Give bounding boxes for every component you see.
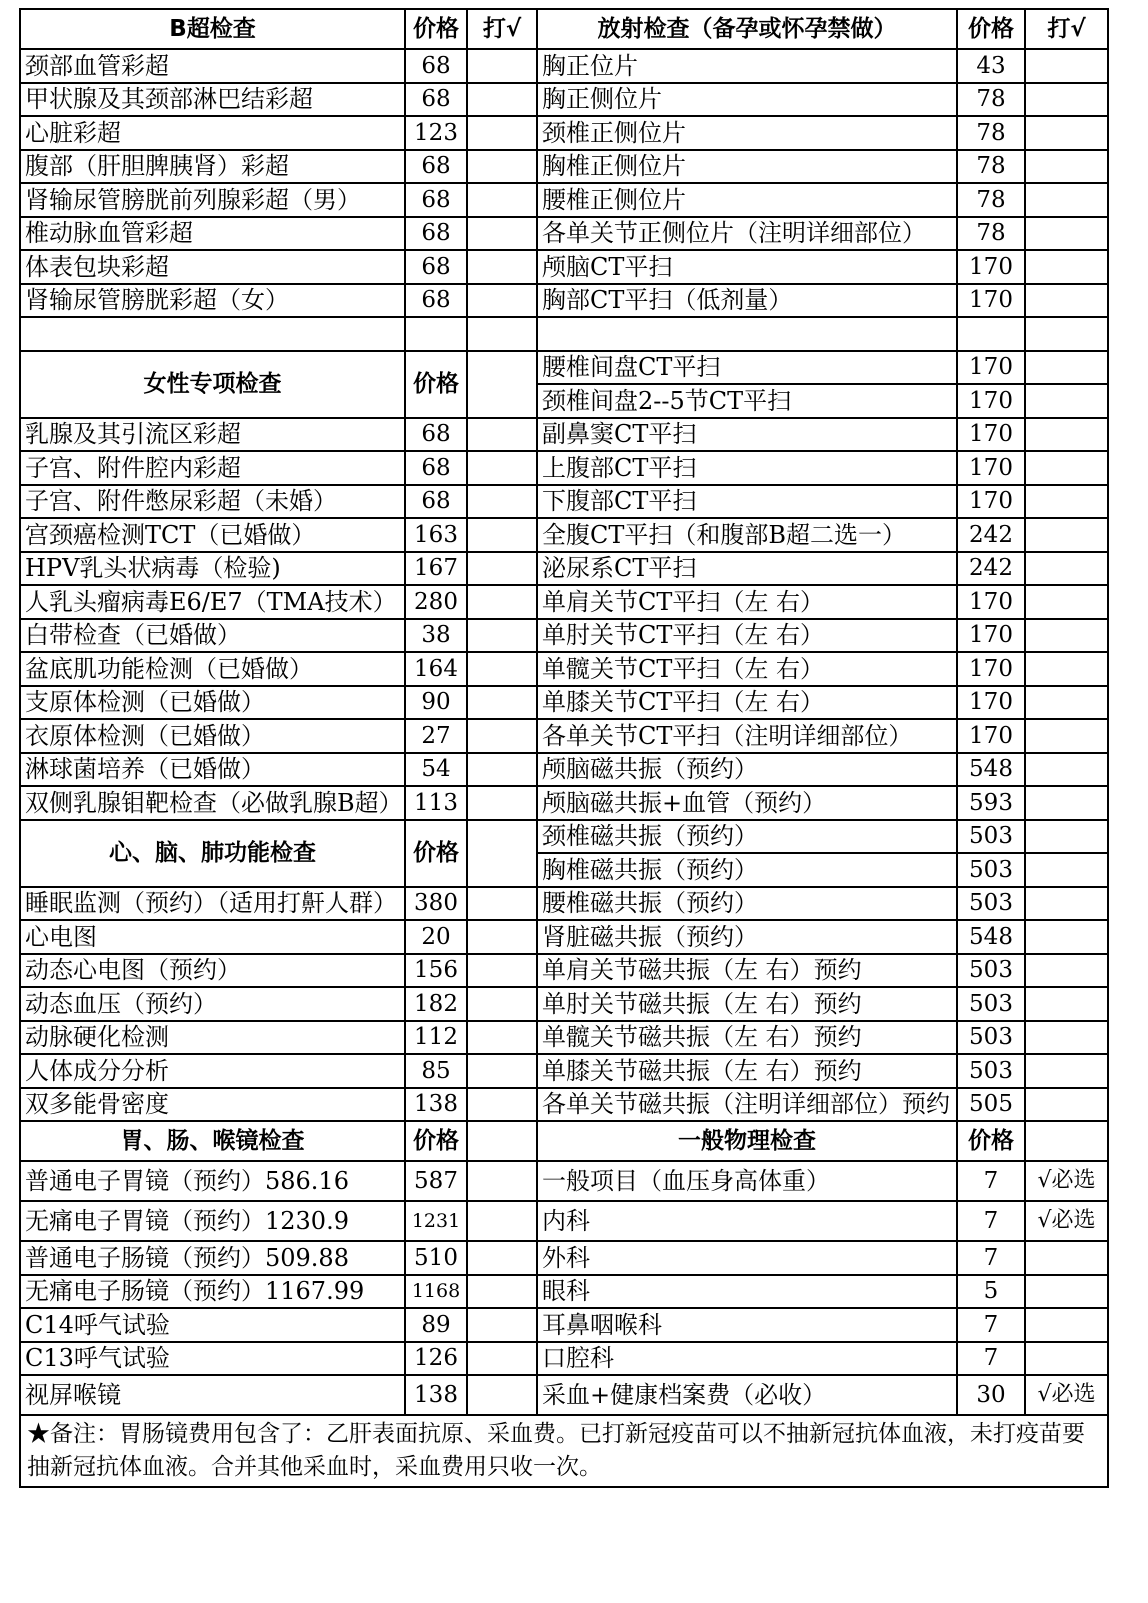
check-box[interactable] xyxy=(1025,954,1108,988)
price-header: 价格 xyxy=(405,1121,467,1161)
check-box[interactable] xyxy=(467,183,537,217)
table-row xyxy=(20,49,1108,83)
check-box[interactable] xyxy=(1025,1021,1108,1055)
check-box[interactable] xyxy=(467,619,537,653)
exam-item-price: 68 xyxy=(405,83,467,117)
table-row xyxy=(20,786,1108,820)
exam-item-name: 上腹部CT平扫 xyxy=(537,451,957,485)
exam-item-price: 503 xyxy=(957,853,1025,887)
exam-item-name: 动态心电图（预约） xyxy=(20,954,405,988)
exam-item-name: 颅脑磁共振（预约） xyxy=(537,753,957,787)
table-row xyxy=(20,150,1108,184)
exam-item-price: 170 xyxy=(957,351,1025,385)
exam-item-price: 113 xyxy=(405,786,467,820)
exam-item-name: 白带检查（已婚做） xyxy=(20,619,405,653)
exam-item-name: 肾脏磁共振（预约） xyxy=(537,920,957,954)
table-row xyxy=(20,1415,1108,1487)
exam-item-name: 子宫、附件憋尿彩超（未婚） xyxy=(20,485,405,519)
check-box[interactable] xyxy=(1025,786,1108,820)
check-box[interactable] xyxy=(467,418,537,452)
exam-item-name: 单肘关节磁共振（左 右）预约 xyxy=(537,987,957,1021)
exam-item-name: 胸部CT平扫（低剂量） xyxy=(537,284,957,318)
exam-item-name: 睡眠监测（预约）（适用打鼾人群） xyxy=(20,887,405,921)
table-row xyxy=(20,987,1108,1021)
exam-item-name: 胸正位片 xyxy=(537,49,957,83)
check-box[interactable] xyxy=(467,786,537,820)
table-row xyxy=(20,1054,1108,1088)
check-box[interactable] xyxy=(467,1201,537,1241)
exam-item-name: 各单关节磁共振（注明详细部位）预约 xyxy=(537,1088,957,1122)
check-box[interactable] xyxy=(467,820,537,887)
exam-item-price: 78 xyxy=(957,217,1025,251)
section-title: 女性专项检查 xyxy=(20,351,405,418)
exam-item-name: 颈椎磁共振（预约） xyxy=(537,820,957,854)
check-box[interactable] xyxy=(467,1054,537,1088)
check-box[interactable] xyxy=(467,284,537,318)
section-title: 一般物理检查 xyxy=(537,1121,957,1161)
exam-item-name: C13呼气试验 xyxy=(20,1342,405,1376)
exam-item-name: 体表包块彩超 xyxy=(20,250,405,284)
exam-item-price: 170 xyxy=(957,418,1025,452)
check-box[interactable] xyxy=(467,920,537,954)
table-row xyxy=(20,1241,1108,1275)
exam-item-name: 人乳头瘤病毒E6/E7（TMA技术） xyxy=(20,585,405,619)
exam-item-name: 双多能骨密度 xyxy=(20,1088,405,1122)
table-row xyxy=(20,1308,1108,1342)
check-header: 打√ xyxy=(467,9,537,49)
check-box[interactable] xyxy=(467,954,537,988)
check-box[interactable] xyxy=(1025,83,1108,117)
check-box[interactable] xyxy=(467,652,537,686)
exam-item-name: 心脏彩超 xyxy=(20,116,405,150)
exam-item-name: 宫颈癌检测TCT（已婚做） xyxy=(20,518,405,552)
exam-item-price: 1168 xyxy=(405,1275,467,1309)
exam-item-name: 全腹CT平扫（和腹部B超二选一） xyxy=(537,518,957,552)
check-box[interactable] xyxy=(467,753,537,787)
exam-item-name: 普通电子胃镜（预约）586.16 xyxy=(20,1161,405,1201)
exam-item-name: 眼科 xyxy=(537,1275,957,1309)
exam-item-price: 78 xyxy=(957,83,1025,117)
check-box[interactable] xyxy=(467,451,537,485)
check-box[interactable] xyxy=(1025,753,1108,787)
check-box[interactable] xyxy=(1025,1088,1108,1122)
exam-item-price: 170 xyxy=(957,686,1025,720)
exam-item-price: 164 xyxy=(405,652,467,686)
exam-item-price: 68 xyxy=(405,418,467,452)
check-box[interactable] xyxy=(1025,1275,1108,1309)
exam-item-name: 人体成分分析 xyxy=(20,1054,405,1088)
exam-item-name: 口腔科 xyxy=(537,1342,957,1376)
exam-item-price: 126 xyxy=(405,1342,467,1376)
exam-item-name: 胸正侧位片 xyxy=(537,83,957,117)
exam-item-name: 心电图 xyxy=(20,920,405,954)
check-box[interactable] xyxy=(1025,284,1108,318)
empty-cell xyxy=(1025,317,1108,351)
check-box[interactable] xyxy=(467,719,537,753)
table-row xyxy=(20,1161,1108,1201)
check-box[interactable] xyxy=(467,686,537,720)
table-row xyxy=(20,418,1108,452)
check-box[interactable] xyxy=(467,485,537,519)
exam-item-price: 7 xyxy=(957,1342,1025,1376)
exam-item-price: 380 xyxy=(405,887,467,921)
remarks-note: ★备注：胃肠镜费用包含了：乙肝表面抗原、采血费。已打新冠疫苗可以不抽新冠抗体血液，未打疫苗要抽新冠抗体血液。合并其他采血时，采血费用只收一次。 xyxy=(20,1415,1108,1487)
table-row xyxy=(20,753,1108,787)
check-box[interactable] xyxy=(467,1375,537,1415)
price-header: 价格 xyxy=(405,351,467,418)
exam-item-price: 163 xyxy=(405,518,467,552)
check-box[interactable] xyxy=(467,83,537,117)
exam-item-name: C14呼气试验 xyxy=(20,1308,405,1342)
exam-item-price: 548 xyxy=(957,920,1025,954)
table-row xyxy=(20,317,1108,351)
exam-item-name: 胸椎正侧位片 xyxy=(537,150,957,184)
exam-item-price: 242 xyxy=(957,552,1025,586)
exam-item-price: 170 xyxy=(957,585,1025,619)
check-box[interactable] xyxy=(467,351,537,418)
check-box[interactable] xyxy=(1025,1308,1108,1342)
check-box[interactable] xyxy=(1025,887,1108,921)
exam-item-name: 腰椎磁共振（预约） xyxy=(537,887,957,921)
exam-item-name: 盆底肌功能检测（已婚做） xyxy=(20,652,405,686)
section-title: 心、脑、肺功能检查 xyxy=(20,820,405,887)
exam-item-price: 54 xyxy=(405,753,467,787)
exam-item-price: 167 xyxy=(405,552,467,586)
exam-item-price: 7 xyxy=(957,1308,1025,1342)
check-box[interactable] xyxy=(1025,351,1108,385)
check-box[interactable] xyxy=(467,987,537,1021)
check-box[interactable] xyxy=(467,1161,537,1201)
table-row xyxy=(20,250,1108,284)
exam-item-price: 280 xyxy=(405,585,467,619)
table-row xyxy=(20,1375,1108,1415)
exam-item-name: 视屏喉镜 xyxy=(20,1375,405,1415)
check-box[interactable] xyxy=(467,585,537,619)
check-box[interactable] xyxy=(1025,49,1108,83)
exam-item-price: 68 xyxy=(405,183,467,217)
exam-item-name: 单肘关节CT平扫（左 右） xyxy=(537,619,957,653)
empty-cell xyxy=(405,317,467,351)
price-header: 价格 xyxy=(405,820,467,887)
table-row xyxy=(20,1121,1108,1161)
price-header: 价格 xyxy=(405,9,467,49)
exam-item-price: 20 xyxy=(405,920,467,954)
check-box[interactable] xyxy=(1025,820,1108,854)
exam-item-price: 170 xyxy=(957,485,1025,519)
table-row xyxy=(20,1088,1108,1122)
exam-item-price: 5 xyxy=(957,1275,1025,1309)
exam-item-price: 112 xyxy=(405,1021,467,1055)
section-title: 放射检查（备孕或怀孕禁做） xyxy=(537,9,957,49)
check-box[interactable] xyxy=(1025,1241,1108,1275)
exam-item-name: 腹部（肝胆脾胰肾）彩超 xyxy=(20,150,405,184)
table-row xyxy=(20,217,1108,251)
exam-item-name: 各单关节CT平扫（注明详细部位） xyxy=(537,719,957,753)
check-box[interactable] xyxy=(467,1275,537,1309)
exam-item-price: 170 xyxy=(957,284,1025,318)
price-header: 价格 xyxy=(957,9,1025,49)
check-box[interactable] xyxy=(1025,150,1108,184)
table-row xyxy=(20,920,1108,954)
exam-item-price: 156 xyxy=(405,954,467,988)
exam-item-name: 泌尿系CT平扫 xyxy=(537,552,957,586)
exam-item-price: 27 xyxy=(405,719,467,753)
exam-item-price: 78 xyxy=(957,183,1025,217)
exam-item-name: 颅脑磁共振+血管（预约） xyxy=(537,786,957,820)
check-box[interactable] xyxy=(1025,1121,1108,1161)
empty-cell xyxy=(467,317,537,351)
exam-item-price: 68 xyxy=(405,49,467,83)
table-row xyxy=(20,518,1108,552)
exam-item-name: 腰椎正侧位片 xyxy=(537,183,957,217)
exam-item-price: 68 xyxy=(405,485,467,519)
table-row xyxy=(20,485,1108,519)
exam-item-name: 单髋关节磁共振（左 右）预约 xyxy=(537,1021,957,1055)
exam-item-price: 503 xyxy=(957,887,1025,921)
exam-item-price: 7 xyxy=(957,1241,1025,1275)
table-row xyxy=(20,351,1108,385)
exam-item-price: 7 xyxy=(957,1201,1025,1241)
check-box[interactable] xyxy=(467,518,537,552)
exam-item-name: 胸椎磁共振（预约） xyxy=(537,853,957,887)
table-row xyxy=(20,451,1108,485)
check-box[interactable] xyxy=(467,887,537,921)
check-box[interactable] xyxy=(467,1088,537,1122)
check-box[interactable] xyxy=(1025,485,1108,519)
check-box[interactable]: √必选 xyxy=(1025,1201,1108,1241)
table-row xyxy=(20,619,1108,653)
table-row xyxy=(20,585,1108,619)
check-box[interactable] xyxy=(467,250,537,284)
exam-item-price: 89 xyxy=(405,1308,467,1342)
exam-item-name: 各单关节正侧位片（注明详细部位） xyxy=(537,217,957,251)
exam-item-price: 242 xyxy=(957,518,1025,552)
exam-item-price: 182 xyxy=(405,987,467,1021)
check-box[interactable] xyxy=(1025,384,1108,418)
exam-item-name: 颈椎正侧位片 xyxy=(537,116,957,150)
empty-cell xyxy=(537,317,957,351)
exam-item-price: 68 xyxy=(405,284,467,318)
exam-item-name: 支原体检测（已婚做） xyxy=(20,686,405,720)
exam-item-price: 7 xyxy=(957,1161,1025,1201)
exam-item-price: 78 xyxy=(957,116,1025,150)
table-row xyxy=(20,1342,1108,1376)
check-box[interactable] xyxy=(1025,552,1108,586)
exam-item-price: 510 xyxy=(405,1241,467,1275)
exam-item-name: 颅脑CT平扫 xyxy=(537,250,957,284)
exam-item-price: 78 xyxy=(957,150,1025,184)
exam-item-price: 503 xyxy=(957,1054,1025,1088)
exam-item-price: 170 xyxy=(957,619,1025,653)
section-title: B超检查 xyxy=(20,9,405,49)
price-header: 价格 xyxy=(957,1121,1025,1161)
exam-item-name: 腰椎间盘CT平扫 xyxy=(537,351,957,385)
exam-item-name: 单膝关节CT平扫（左 右） xyxy=(537,686,957,720)
check-box[interactable] xyxy=(1025,853,1108,887)
exam-item-name: 耳鼻咽喉科 xyxy=(537,1308,957,1342)
table-row xyxy=(20,284,1108,318)
exam-item-price: 503 xyxy=(957,1021,1025,1055)
check-box[interactable] xyxy=(467,1241,537,1275)
check-box[interactable] xyxy=(1025,518,1108,552)
table-row xyxy=(20,652,1108,686)
exam-item-name: 乳腺及其引流区彩超 xyxy=(20,418,405,452)
exam-item-name: 子宫、附件腔内彩超 xyxy=(20,451,405,485)
check-box[interactable] xyxy=(1025,920,1108,954)
check-box[interactable] xyxy=(467,1308,537,1342)
exam-item-price: 68 xyxy=(405,217,467,251)
check-box[interactable] xyxy=(1025,652,1108,686)
table-row xyxy=(20,1021,1108,1055)
exam-item-name: 肾输尿管膀胱前列腺彩超（男） xyxy=(20,183,405,217)
exam-item-price: 85 xyxy=(405,1054,467,1088)
exam-item-name: 颈椎间盘2--5节CT平扫 xyxy=(537,384,957,418)
empty-cell xyxy=(957,317,1025,351)
exam-item-name: 单肩关节CT平扫（左 右） xyxy=(537,585,957,619)
table-row xyxy=(20,887,1108,921)
exam-item-price: 123 xyxy=(405,116,467,150)
exam-item-price: 170 xyxy=(957,384,1025,418)
exam-item-name: 肾输尿管膀胱彩超（女） xyxy=(20,284,405,318)
exam-item-price: 503 xyxy=(957,820,1025,854)
exam-item-name: 下腹部CT平扫 xyxy=(537,485,957,519)
check-box[interactable] xyxy=(1025,987,1108,1021)
exam-item-price: 138 xyxy=(405,1088,467,1122)
check-box[interactable] xyxy=(467,1342,537,1376)
check-box[interactable] xyxy=(467,150,537,184)
check-box[interactable] xyxy=(467,116,537,150)
check-box[interactable] xyxy=(467,1121,537,1161)
exam-item-price: 43 xyxy=(957,49,1025,83)
exam-item-name: 一般项目（血压身高体重） xyxy=(537,1161,957,1201)
table-row xyxy=(20,183,1108,217)
exam-item-name: 无痛电子胃镜（预约）1230.9 xyxy=(20,1201,405,1241)
exam-item-price: 68 xyxy=(405,250,467,284)
exam-item-price: 593 xyxy=(957,786,1025,820)
exam-item-name: 双侧乳腺钼靶检查（必做乳腺B超） xyxy=(20,786,405,820)
table-row xyxy=(20,719,1108,753)
exam-item-name: 内科 xyxy=(537,1201,957,1241)
check-box[interactable] xyxy=(467,552,537,586)
exam-item-price: 170 xyxy=(957,652,1025,686)
check-box[interactable] xyxy=(1025,686,1108,720)
table-row xyxy=(20,686,1108,720)
table-row xyxy=(20,83,1108,117)
check-box[interactable] xyxy=(1025,418,1108,452)
check-box[interactable] xyxy=(1025,1054,1108,1088)
table-row xyxy=(20,116,1108,150)
check-box[interactable]: √必选 xyxy=(1025,1161,1108,1201)
exam-item-price: 505 xyxy=(957,1088,1025,1122)
exam-item-price: 90 xyxy=(405,686,467,720)
empty-cell xyxy=(20,317,405,351)
check-box[interactable] xyxy=(1025,183,1108,217)
exam-item-name: 衣原体检测（已婚做） xyxy=(20,719,405,753)
exam-item-name: 淋球菌培养（已婚做） xyxy=(20,753,405,787)
table-row xyxy=(20,820,1108,854)
exam-item-name: 单肩关节磁共振（左 右）预约 xyxy=(537,954,957,988)
exam-item-name: HPV乳头状病毒（检验) xyxy=(20,552,405,586)
table-row xyxy=(20,1275,1108,1309)
exam-item-name: 单髋关节CT平扫（左 右） xyxy=(537,652,957,686)
exam-item-name: 普通电子肠镜（预约）509.88 xyxy=(20,1241,405,1275)
exam-item-price: 503 xyxy=(957,987,1025,1021)
exam-item-name: 副鼻窦CT平扫 xyxy=(537,418,957,452)
check-box[interactable] xyxy=(1025,116,1108,150)
exam-item-price: 170 xyxy=(957,719,1025,753)
table-row xyxy=(20,954,1108,988)
exam-item-name: 无痛电子肠镜（预约）1167.99 xyxy=(20,1275,405,1309)
table-row xyxy=(20,9,1108,49)
check-box[interactable] xyxy=(1025,585,1108,619)
exam-item-name: 外科 xyxy=(537,1241,957,1275)
check-box[interactable] xyxy=(1025,1342,1108,1376)
exam-item-name: 椎动脉血管彩超 xyxy=(20,217,405,251)
check-box[interactable] xyxy=(467,217,537,251)
exam-item-price: 548 xyxy=(957,753,1025,787)
check-box[interactable] xyxy=(1025,619,1108,653)
exam-item-name: 采血+健康档案费（必收） xyxy=(537,1375,957,1415)
exam-item-price: 68 xyxy=(405,451,467,485)
exam-item-name: 甲状腺及其颈部淋巴结彩超 xyxy=(20,83,405,117)
table-row xyxy=(20,552,1108,586)
exam-item-price: 138 xyxy=(405,1375,467,1415)
check-box[interactable] xyxy=(1025,719,1108,753)
table-row xyxy=(20,1201,1108,1241)
exam-item-name: 动脉硬化检测 xyxy=(20,1021,405,1055)
exam-item-name: 动态血压（预约） xyxy=(20,987,405,1021)
exam-item-price: 68 xyxy=(405,150,467,184)
section-title: 胃、肠、喉镜检查 xyxy=(20,1121,405,1161)
check-header: 打√ xyxy=(1025,9,1108,49)
exam-item-price: 170 xyxy=(957,250,1025,284)
check-box[interactable] xyxy=(1025,217,1108,251)
exam-item-price: 170 xyxy=(957,451,1025,485)
check-box[interactable] xyxy=(467,1021,537,1055)
exam-price-table xyxy=(19,8,1109,1488)
check-box[interactable]: √必选 xyxy=(1025,1375,1108,1415)
check-box[interactable] xyxy=(467,49,537,83)
exam-item-price: 587 xyxy=(405,1161,467,1201)
exam-item-price: 503 xyxy=(957,954,1025,988)
exam-item-price: 1231 xyxy=(405,1201,467,1241)
exam-item-name: 单膝关节磁共振（左 右）预约 xyxy=(537,1054,957,1088)
check-box[interactable] xyxy=(1025,451,1108,485)
check-box[interactable] xyxy=(1025,250,1108,284)
exam-item-price: 30 xyxy=(957,1375,1025,1415)
exam-item-name: 颈部血管彩超 xyxy=(20,49,405,83)
exam-item-price: 38 xyxy=(405,619,467,653)
